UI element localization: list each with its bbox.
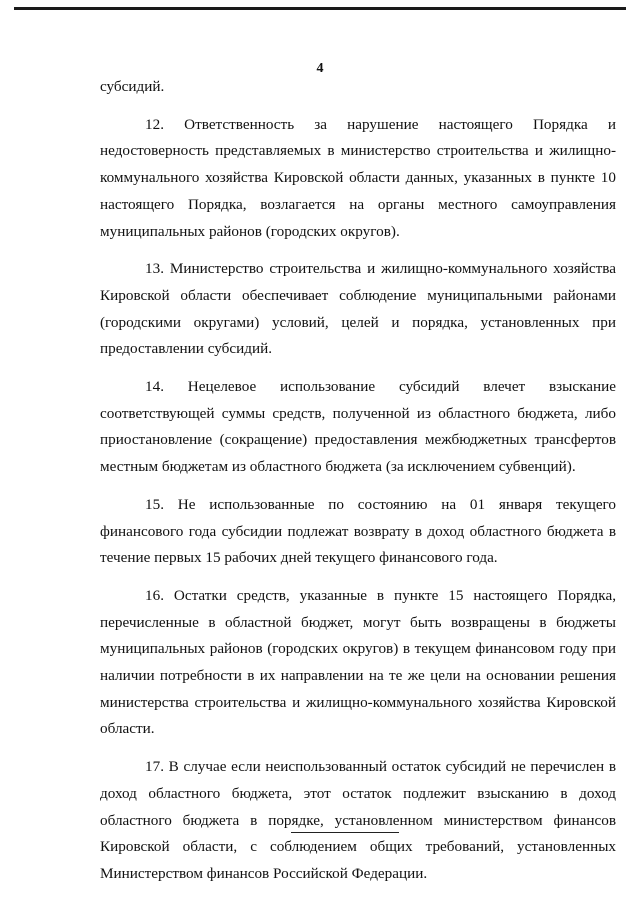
paragraph-item-13: 13. Министерство строительства и жилищно-коммунального хозяйства Кировской области обеспечивает соблюдение муниципальными районами (городскими округами) условий, целей и порядка, установленных при предоставлении субсидий. bbox=[100, 260, 616, 358]
page-number: 4 bbox=[316, 61, 324, 76]
paragraph-item-17: 17. В случае если неиспользованный остаток субсидий не перечислен в доход областного бюджета, этот остаток подлежит взысканию в доход областного бюджета в порядке, установленном министерством финансов Кировской области, с соблюдением общих требований, установленных Министерством финансов Российской Федерации. bbox=[100, 758, 616, 882]
paragraph-item-15: 15. Не использованные по состоянию на 01 января текущего финансового года субсидии подлежат возврату в доход областного бюджета в течение первых 15 рабочих дней текущего финансового года. bbox=[100, 495, 616, 567]
paragraph-continuation: субсидий. bbox=[100, 78, 165, 95]
end-of-document-rule bbox=[291, 832, 399, 833]
paragraph-item-16: 16. Остатки средств, указанные в пункте 15 настоящего Порядка, перечисленные в областной бюджет, могут быть возвращены в бюджеты муниципальных районов (городских округов) в текущем финансовом году при наличии потребности в их направлении на те же цели на основании решения министерства строительства и жилищно-коммунального хозяйства Кировской области. bbox=[100, 586, 616, 738]
document-body bbox=[100, 74, 616, 899]
paragraph-item-14: 14. Нецелевое использование субсидий влечет взыскание соответствующей суммы средств, полученной из областного бюджета, либо приостановление (сокращение) предоставления межбюджетных трансфертов местным бюджетам из областного бюджета (за исключением субвенций). bbox=[100, 378, 616, 476]
paragraph-item-12: 12. Ответственность за нарушение настоящего Порядка и недостоверность представляемых в министерство строительства и жилищно-коммунального хозяйства Кировской области данных, указанных в пункте 10 настоящего Порядка, возлагается на органы местного самоуправления муниципальных районов (городских округов). bbox=[100, 115, 616, 240]
top-border-rule bbox=[14, 7, 626, 10]
